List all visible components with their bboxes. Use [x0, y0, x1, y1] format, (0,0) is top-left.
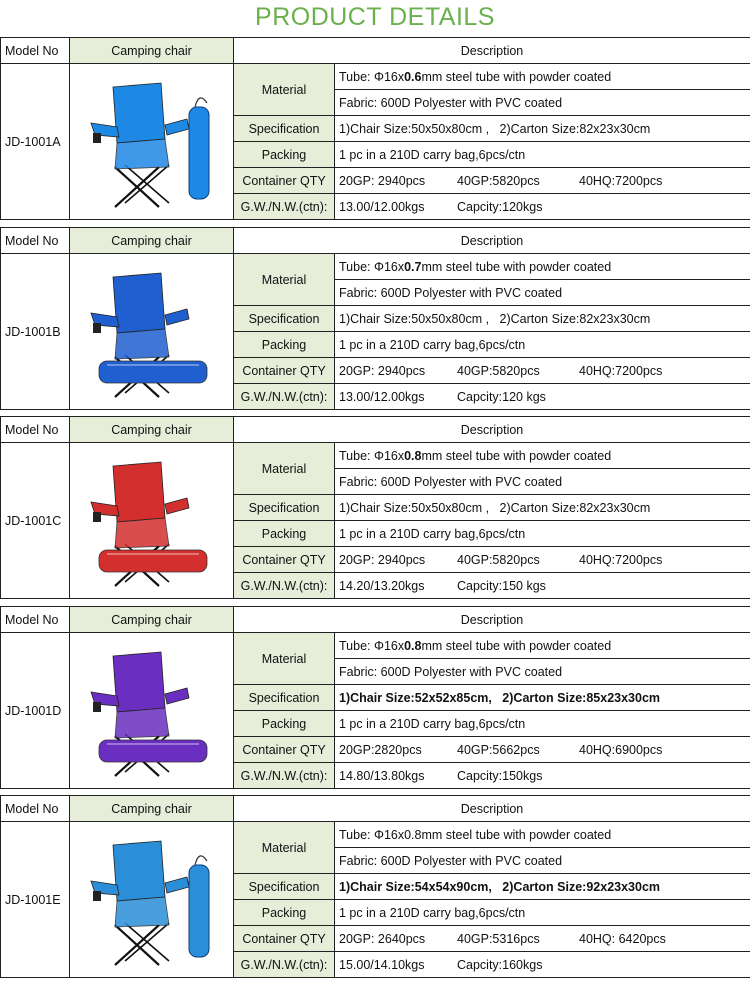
header-description: Description: [234, 38, 750, 64]
product-table: [0, 795, 750, 978]
specification-label: Specification: [234, 116, 335, 142]
gw-nw-value: 15.00/14.10kgs Capcity:160kgs: [335, 952, 750, 978]
material-tube: Tube: Φ16x0.7mm steel tube with powder coated: [335, 254, 750, 280]
product-block: [0, 795, 750, 978]
specification-value: 1)Chair Size:50x50x80cm , 2)Carton Size:82x23x30cm: [335, 495, 750, 521]
product-table: [0, 606, 750, 789]
page-title: PRODUCT DETAILS: [255, 3, 495, 31]
packing-value: 1 pc in a 210D carry bag,6pcs/ctn: [335, 142, 750, 168]
packing-label: Packing: [234, 521, 335, 547]
gw-nw-value: 14.20/13.20kgs Capcity:150 kgs: [335, 573, 750, 599]
container-qty-label: Container QTY: [234, 547, 335, 573]
specification-label: Specification: [234, 306, 335, 332]
packing-value: 1 pc in a 210D carry bag,6pcs/ctn: [335, 521, 750, 547]
header-camping-chair: Camping chair: [70, 228, 234, 254]
gw-nw-label: G.W./N.W.(ctn):: [234, 384, 335, 410]
container-qty-value: 20GP: 2940pcs 40GP:5820pcs 40HQ:7200pcs: [335, 547, 750, 573]
chair-image: [70, 64, 234, 220]
header-model-no: Model No: [1, 38, 70, 64]
material-tube: Tube: Φ16x0.6mm steel tube with powder coated: [335, 64, 750, 90]
specification-value: 1)Chair Size:50x50x80cm , 2)Carton Size:82x23x30cm: [335, 116, 750, 142]
container-qty-value: 20GP: 2940pcs 40GP:5820pcs 40HQ:7200pcs: [335, 168, 750, 194]
gw-nw-value: 13.00/12.00kgs Capcity:120 kgs: [335, 384, 750, 410]
material-fabric: Fabric: 600D Polyester with PVC coated: [335, 848, 750, 874]
container-qty-label: Container QTY: [234, 358, 335, 384]
specification-value: 1)Chair Size:54x54x90cm, 2)Carton Size:92x23x30cm: [335, 874, 750, 900]
material-tube: Tube: Φ16x0.8mm steel tube with powder coated: [335, 633, 750, 659]
material-tube: Tube: Φ16x0.8mm steel tube with powder coated: [335, 822, 750, 848]
header-model-no: Model No: [1, 607, 70, 633]
packing-label: Packing: [234, 900, 335, 926]
packing-value: 1 pc in a 210D carry bag,6pcs/ctn: [335, 332, 750, 358]
container-qty-value: 20GP:2820pcs 40GP:5662pcs 40HQ:6900pcs: [335, 737, 750, 763]
material-label: Material: [234, 254, 335, 306]
material-fabric: Fabric: 600D Polyester with PVC coated: [335, 280, 750, 306]
header-description: Description: [234, 796, 750, 822]
material-fabric: Fabric: 600D Polyester with PVC coated: [335, 469, 750, 495]
material-fabric: Fabric: 600D Polyester with PVC coated: [335, 659, 750, 685]
product-block: [0, 227, 750, 410]
product-table: [0, 37, 750, 220]
packing-value: 1 pc in a 210D carry bag,6pcs/ctn: [335, 900, 750, 926]
model-number: JD-1001C: [1, 443, 70, 599]
chair-image: [70, 254, 234, 410]
material-tube: Tube: Φ16x0.8mm steel tube with powder coated: [335, 443, 750, 469]
container-qty-value: 20GP: 2940pcs 40GP:5820pcs 40HQ:7200pcs: [335, 358, 750, 384]
chair-image: [70, 633, 234, 789]
header-camping-chair: Camping chair: [70, 38, 234, 64]
header-camping-chair: Camping chair: [70, 417, 234, 443]
header-model-no: Model No: [1, 796, 70, 822]
header-description: Description: [234, 228, 750, 254]
gw-nw-value: 14.80/13.80kgs Capcity:150kgs: [335, 763, 750, 789]
chair-image: [70, 822, 234, 978]
packing-value: 1 pc in a 210D carry bag,6pcs/ctn: [335, 711, 750, 737]
material-label: Material: [234, 64, 335, 116]
container-qty-label: Container QTY: [234, 737, 335, 763]
specification-value: 1)Chair Size:52x52x85cm, 2)Carton Size:85x23x30cm: [335, 685, 750, 711]
specification-label: Specification: [234, 685, 335, 711]
product-table: [0, 227, 750, 410]
header-camping-chair: Camping chair: [70, 607, 234, 633]
product-block: [0, 37, 750, 220]
specification-label: Specification: [234, 495, 335, 521]
container-qty-label: Container QTY: [234, 926, 335, 952]
gw-nw-label: G.W./N.W.(ctn):: [234, 194, 335, 220]
header-model-no: Model No: [1, 417, 70, 443]
material-label: Material: [234, 633, 335, 685]
packing-label: Packing: [234, 332, 335, 358]
header-description: Description: [234, 607, 750, 633]
gw-nw-label: G.W./N.W.(ctn):: [234, 763, 335, 789]
model-number: JD-1001E: [1, 822, 70, 978]
product-block: [0, 416, 750, 599]
specification-label: Specification: [234, 874, 335, 900]
product-block: [0, 606, 750, 789]
model-number: JD-1001A: [1, 64, 70, 220]
header-camping-chair: Camping chair: [70, 796, 234, 822]
chair-image: [70, 443, 234, 599]
material-fabric: Fabric: 600D Polyester with PVC coated: [335, 90, 750, 116]
gw-nw-label: G.W./N.W.(ctn):: [234, 573, 335, 599]
header-description: Description: [234, 417, 750, 443]
gw-nw-value: 13.00/12.00kgs Capcity:120kgs: [335, 194, 750, 220]
model-number: JD-1001B: [1, 254, 70, 410]
specification-value: 1)Chair Size:50x50x80cm , 2)Carton Size:82x23x30cm: [335, 306, 750, 332]
container-qty-value: 20GP: 2640pcs 40GP:5316pcs 40HQ: 6420pcs: [335, 926, 750, 952]
header-model-no: Model No: [1, 228, 70, 254]
material-label: Material: [234, 822, 335, 874]
model-number: JD-1001D: [1, 633, 70, 789]
packing-label: Packing: [234, 711, 335, 737]
container-qty-label: Container QTY: [234, 168, 335, 194]
packing-label: Packing: [234, 142, 335, 168]
product-table: [0, 416, 750, 599]
material-label: Material: [234, 443, 335, 495]
gw-nw-label: G.W./N.W.(ctn):: [234, 952, 335, 978]
